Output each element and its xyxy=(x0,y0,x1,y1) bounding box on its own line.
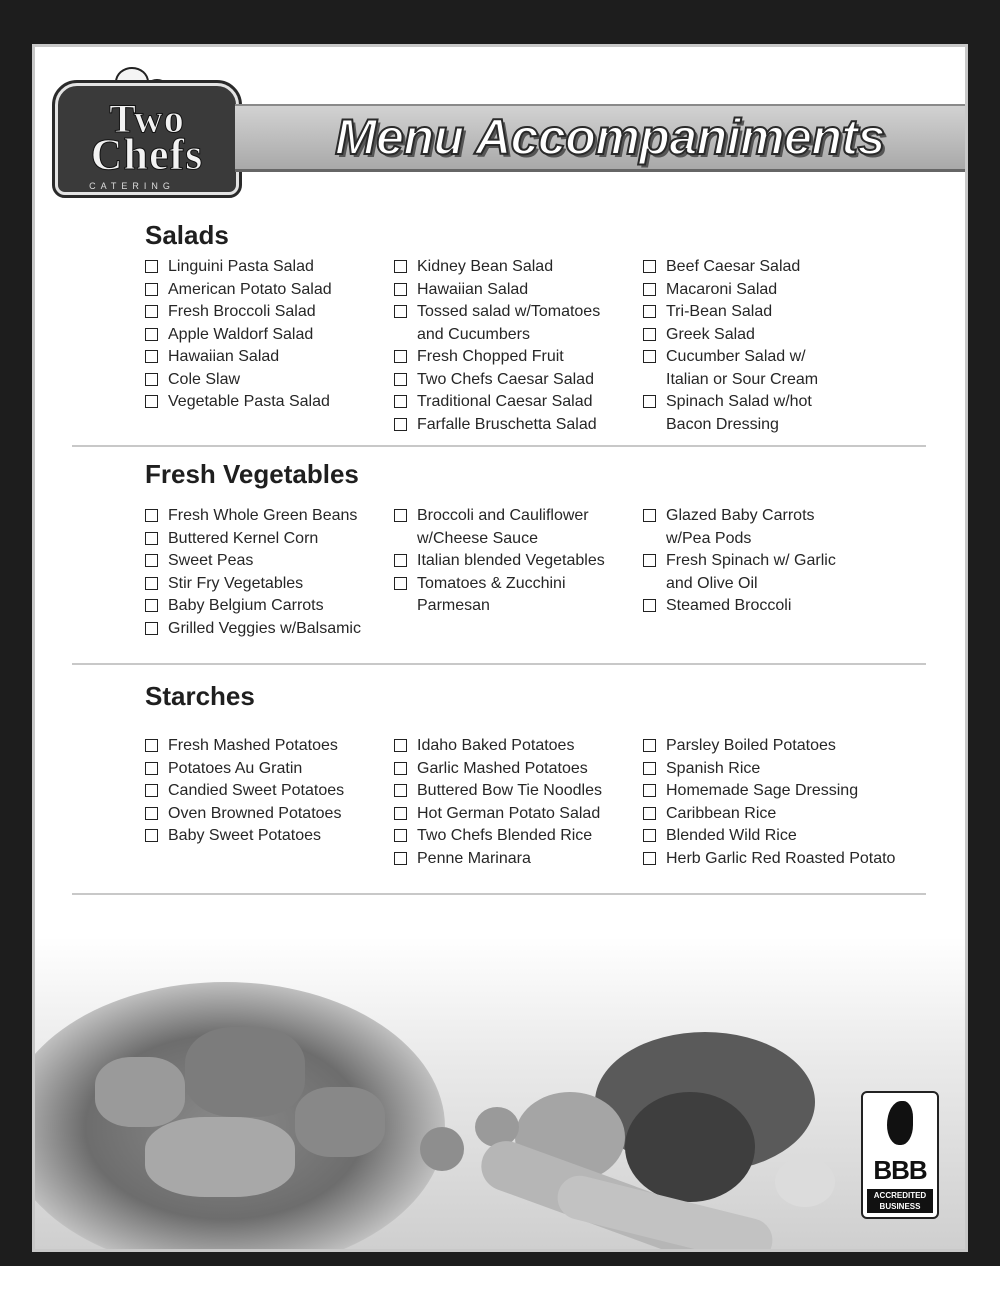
menu-option-label: Bacon Dressing xyxy=(666,415,779,433)
checkbox[interactable] xyxy=(643,395,656,408)
menu-option[interactable] xyxy=(145,736,385,759)
menu-option-label: Italian or Sour Cream xyxy=(666,370,819,388)
checkbox[interactable] xyxy=(394,554,407,567)
menu-option-label: Farfalle Bruschetta Salad xyxy=(417,415,597,433)
menu-option-label: Beef Caesar Salad xyxy=(666,258,801,275)
menu-option-label: Blended Wild Rice xyxy=(666,827,797,844)
checkbox[interactable] xyxy=(643,829,656,842)
checkbox[interactable] xyxy=(394,350,407,363)
menu-option-label: Caribbean Rice xyxy=(666,804,777,822)
checkbox[interactable] xyxy=(394,784,407,797)
menu-option[interactable] xyxy=(394,781,634,804)
menu-option-label: Hot German Potato Salad xyxy=(417,804,601,822)
checkbox[interactable] xyxy=(394,739,407,752)
menu-option-continuation xyxy=(394,529,634,552)
checkbox[interactable] xyxy=(145,532,158,545)
bbb-torch-icon xyxy=(887,1101,913,1145)
menu-option-label: Buttered Kernel Corn xyxy=(168,529,319,547)
checkbox[interactable] xyxy=(643,784,656,797)
menu-option[interactable] xyxy=(643,257,883,280)
menu-option-label: Tossed salad w/Tomatoes xyxy=(417,303,601,320)
menu-option-label: Idaho Baked Potatoes xyxy=(417,737,575,754)
menu-option[interactable] xyxy=(145,392,385,415)
menu-option-label: Potatoes Au Gratin xyxy=(168,759,303,777)
menu-option-label: Apple Waldorf Salad xyxy=(168,325,314,343)
checkbox[interactable] xyxy=(394,418,407,431)
menu-option-continuation xyxy=(394,596,634,619)
checkbox[interactable] xyxy=(145,622,158,635)
menu-option-label: Penne Marinara xyxy=(417,849,531,867)
section-divider xyxy=(72,893,926,895)
menu-option[interactable] xyxy=(145,596,385,619)
menu-option-label: Tri-Bean Salad xyxy=(666,303,773,320)
checkbox[interactable] xyxy=(145,784,158,797)
menu-option[interactable] xyxy=(145,302,385,325)
checkbox[interactable] xyxy=(145,807,158,820)
checkbox[interactable] xyxy=(145,395,158,408)
section-divider xyxy=(72,445,926,447)
checkbox[interactable] xyxy=(145,373,158,386)
menu-option[interactable] xyxy=(394,257,634,280)
menu-option-label: Baby Sweet Potatoes xyxy=(168,827,321,844)
logo-word-two: Two xyxy=(109,96,185,141)
garlic-image xyxy=(775,1157,835,1207)
menu-option[interactable] xyxy=(643,302,883,325)
menu-option-label: Two Chefs Blended Rice xyxy=(417,827,593,844)
menu-option[interactable] xyxy=(145,619,385,642)
checkbox[interactable] xyxy=(145,554,158,567)
menu-option-label: and Cucumbers xyxy=(417,325,530,343)
menu-option[interactable] xyxy=(145,551,385,574)
menu-option-label: Two Chefs Caesar Salad xyxy=(417,370,594,388)
checkbox[interactable] xyxy=(394,577,407,590)
menu-option[interactable] xyxy=(394,370,634,393)
menu-option-label: Spinach Salad w/hot xyxy=(666,393,812,410)
salad-detail xyxy=(295,1087,385,1157)
checkbox[interactable] xyxy=(145,599,158,612)
checkbox[interactable] xyxy=(145,739,158,752)
checkbox[interactable] xyxy=(394,807,407,820)
menu-option-label: w/Pea Pods xyxy=(666,529,752,547)
bell-pepper-image xyxy=(625,1092,755,1202)
menu-option-label: Kidney Bean Salad xyxy=(417,258,554,275)
menu-option[interactable] xyxy=(145,257,385,280)
menu-option-label: Herb Garlic Red Roasted Potato xyxy=(666,849,896,867)
menu-option[interactable] xyxy=(394,280,634,303)
menu-option[interactable] xyxy=(145,781,385,804)
starches-column-3 xyxy=(643,736,896,871)
menu-option[interactable] xyxy=(643,736,883,759)
menu-option[interactable] xyxy=(643,551,883,574)
checkbox[interactable] xyxy=(394,762,407,775)
checkbox[interactable] xyxy=(643,305,656,318)
menu-option-label: Macaroni Salad xyxy=(666,280,778,298)
checkbox[interactable] xyxy=(394,260,407,273)
menu-option[interactable] xyxy=(643,781,883,804)
page-title: Menu Accompaniments xyxy=(335,109,885,165)
menu-option-label: Traditional Caesar Salad xyxy=(417,393,593,410)
menu-option[interactable] xyxy=(394,551,634,574)
menu-option-continuation xyxy=(643,370,883,393)
menu-option-label: Parmesan xyxy=(417,597,490,614)
checkbox[interactable] xyxy=(643,283,656,296)
menu-option[interactable] xyxy=(643,596,883,619)
menu-option-label: Candied Sweet Potatoes xyxy=(168,782,345,799)
checkbox[interactable] xyxy=(643,852,656,865)
menu-option[interactable] xyxy=(394,574,634,597)
menu-option[interactable] xyxy=(394,736,634,759)
menu-option[interactable] xyxy=(643,280,883,303)
salad-detail xyxy=(145,1117,295,1197)
menu-option[interactable] xyxy=(145,529,385,552)
menu-option[interactable] xyxy=(145,574,385,597)
menu-option-label: Cucumber Salad w/ xyxy=(666,348,806,365)
checkbox[interactable] xyxy=(145,350,158,363)
menu-option-label: Spanish Rice xyxy=(666,759,761,777)
menu-option-label: Glazed Baby Carrots xyxy=(666,507,815,524)
menu-option[interactable] xyxy=(394,826,634,849)
menu-option-label: Fresh Spinach w/ Garlic xyxy=(666,552,836,569)
checkbox[interactable] xyxy=(394,395,407,408)
menu-option[interactable] xyxy=(394,506,634,529)
checkbox[interactable] xyxy=(145,305,158,318)
menu-option-label: Baby Belgium Carrots xyxy=(168,597,324,614)
checkbox[interactable] xyxy=(394,829,407,842)
salads-column-2 xyxy=(394,257,634,437)
vegetables-column-2 xyxy=(394,506,634,619)
checkbox[interactable] xyxy=(394,373,407,386)
checkbox[interactable] xyxy=(394,852,407,865)
menu-option-label: Italian blended Vegetables xyxy=(417,552,605,569)
menu-option[interactable] xyxy=(394,347,634,370)
menu-option-label: Garlic Mashed Potatoes xyxy=(417,759,588,777)
starches-column-2 xyxy=(394,736,634,871)
menu-option-label: Cole Slaw xyxy=(168,370,241,388)
title-band xyxy=(235,104,968,172)
menu-option-label: Parsley Boiled Potatoes xyxy=(666,737,836,754)
menu-option[interactable] xyxy=(145,759,385,782)
checkbox[interactable] xyxy=(643,328,656,341)
menu-option-label: Homemade Sage Dressing xyxy=(666,782,859,799)
checkbox[interactable] xyxy=(145,328,158,341)
checkbox[interactable] xyxy=(394,305,407,318)
menu-option[interactable] xyxy=(643,325,883,348)
menu-option[interactable] xyxy=(145,826,385,849)
checkbox[interactable] xyxy=(643,260,656,273)
menu-option-label: Grilled Veggies w/Balsamic xyxy=(168,619,361,637)
menu-option[interactable] xyxy=(394,849,634,872)
menu-option[interactable] xyxy=(145,325,385,348)
menu-option[interactable] xyxy=(394,392,634,415)
two-chefs-logo xyxy=(55,65,245,205)
menu-option-label: w/Cheese Sauce xyxy=(417,529,538,547)
menu-option-label: Linguini Pasta Salad xyxy=(168,258,314,275)
section-divider xyxy=(72,663,926,665)
bbb-accredited-badge xyxy=(861,1091,939,1219)
salads-column-3 xyxy=(643,257,883,437)
menu-option-label: Greek Salad xyxy=(666,325,755,343)
menu-option[interactable] xyxy=(394,759,634,782)
checkbox[interactable] xyxy=(643,599,656,612)
menu-panel xyxy=(32,44,968,1252)
checkbox[interactable] xyxy=(643,807,656,820)
logo-word-chefs: Chefs xyxy=(90,130,204,179)
checkbox[interactable] xyxy=(145,260,158,273)
logo-word-catering: CATERING xyxy=(89,181,175,191)
salad-detail xyxy=(95,1057,185,1127)
menu-option[interactable] xyxy=(145,347,385,370)
checkbox[interactable] xyxy=(643,762,656,775)
checkbox[interactable] xyxy=(643,739,656,752)
menu-option[interactable] xyxy=(643,392,883,415)
menu-option[interactable] xyxy=(394,415,634,438)
checkbox[interactable] xyxy=(145,283,158,296)
menu-option-label: Sweet Peas xyxy=(168,552,254,569)
section-title-starches: Starches xyxy=(145,681,255,711)
menu-option[interactable] xyxy=(643,347,883,370)
menu-option-label: Broccoli and Cauliflower xyxy=(417,507,589,524)
salad-detail xyxy=(185,1027,305,1117)
vegetables-column-3 xyxy=(643,506,883,619)
checkbox[interactable] xyxy=(145,829,158,842)
menu-option[interactable] xyxy=(643,506,883,529)
menu-option[interactable] xyxy=(643,826,883,849)
checkbox[interactable] xyxy=(643,554,656,567)
menu-option-label: Tomatoes & Zucchini xyxy=(417,574,566,592)
menu-option-label: Stir Fry Vegetables xyxy=(168,574,304,592)
menu-option[interactable] xyxy=(145,506,385,529)
menu-option[interactable] xyxy=(643,804,883,827)
tomato-image xyxy=(420,1127,464,1171)
checkbox[interactable] xyxy=(145,509,158,522)
bbb-logo-text: BBB xyxy=(873,1155,927,1185)
menu-option[interactable] xyxy=(145,280,385,303)
menu-option-label: American Potato Salad xyxy=(168,280,332,298)
menu-option[interactable] xyxy=(643,849,896,872)
menu-option-label: Vegetable Pasta Salad xyxy=(168,393,330,410)
menu-option-continuation xyxy=(643,529,883,552)
menu-option-label: Buttered Bow Tie Noodles xyxy=(417,782,602,799)
menu-option-label: and Olive Oil xyxy=(666,574,758,592)
menu-option-continuation xyxy=(394,325,634,348)
menu-option-label: Fresh Whole Green Beans xyxy=(168,507,358,524)
section-title-salads: Salads xyxy=(145,220,229,250)
menu-option-label: Hawaiian Salad xyxy=(417,280,529,298)
checkbox[interactable] xyxy=(394,509,407,522)
menu-option-continuation xyxy=(643,415,883,438)
menu-option-continuation xyxy=(643,574,883,597)
menu-option-label: Hawaiian Salad xyxy=(168,348,280,365)
checkbox[interactable] xyxy=(145,762,158,775)
salads-column-1 xyxy=(145,257,385,415)
checkbox[interactable] xyxy=(394,283,407,296)
menu-option-label: Fresh Chopped Fruit xyxy=(417,348,564,365)
starches-column-1 xyxy=(145,736,385,849)
menu-option[interactable] xyxy=(145,804,385,827)
menu-option[interactable] xyxy=(643,759,883,782)
menu-option-label: Fresh Mashed Potatoes xyxy=(168,737,338,754)
menu-option[interactable] xyxy=(394,302,634,325)
section-title-fresh-vegetables: Fresh Vegetables xyxy=(145,459,359,489)
vegetables-column-1 xyxy=(145,506,385,641)
checkbox[interactable] xyxy=(145,577,158,590)
bbb-accredited-label: ACCREDITED BUSINESS xyxy=(867,1189,933,1213)
menu-option[interactable] xyxy=(145,370,385,393)
checkbox[interactable] xyxy=(643,509,656,522)
menu-option-label: Fresh Broccoli Salad xyxy=(168,303,316,320)
menu-option-label: Steamed Broccoli xyxy=(666,597,792,614)
menu-option-label: Oven Browned Potatoes xyxy=(168,804,342,822)
checkbox[interactable] xyxy=(643,350,656,363)
menu-option[interactable] xyxy=(394,804,634,827)
